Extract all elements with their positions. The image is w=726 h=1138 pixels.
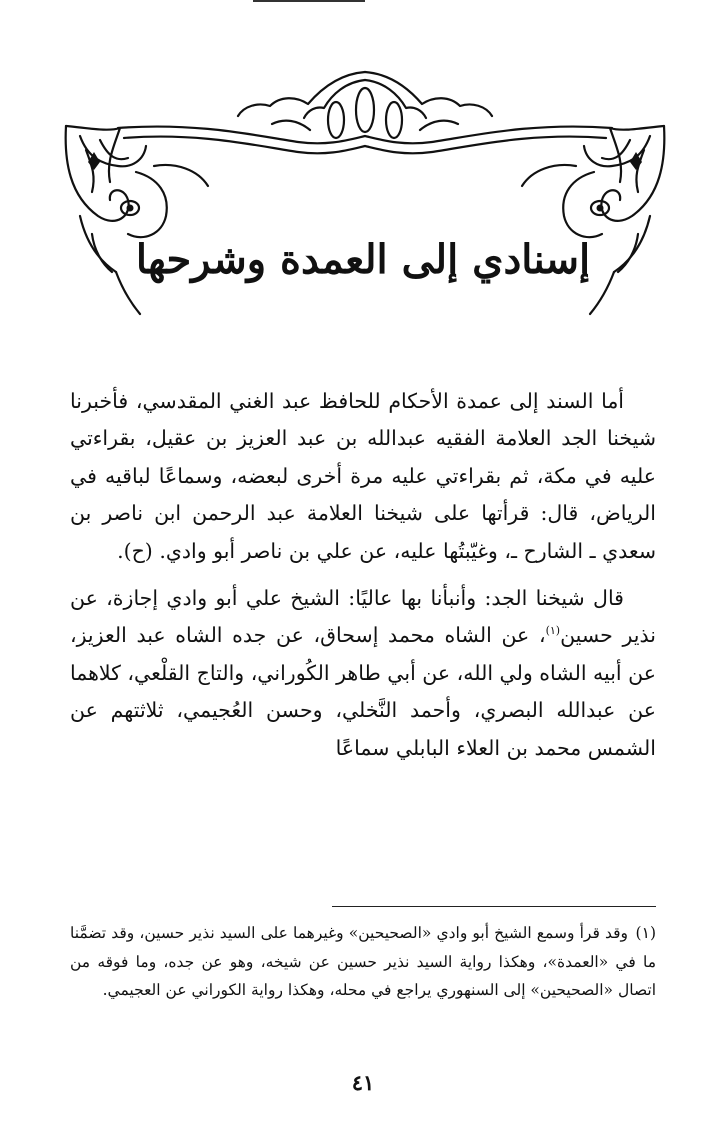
paragraph-2-part-1: قال شيخنا الجد: وأنبأنا بها عاليًا: الشيخ علي أبو وادي إجازة، عن نذير حسين <box>70 586 656 648</box>
footnote-number: (١) <box>635 924 656 942</box>
footnote-text: وقد قرأ وسمع الشيخ أبو وادي «الصحيحين» وغيرهما على السيد نذير حسين، وقد تضمَّنا ما في «العمدة»، وهكذا رواية السيد نذير حسين عن شيخه، وهو عن جده، وما فوقه من اتصال «الصحيحين» إلى السنهوري يراجع في محله، وهكذا رواية الكوراني عن العجيمي. <box>70 924 656 1000</box>
footnote-divider <box>332 906 656 907</box>
footnote-reference: (١) <box>545 624 561 638</box>
main-text <box>70 383 656 767</box>
footnote <box>70 919 656 1005</box>
page-number: ٤١ <box>351 1070 375 1095</box>
paragraph-2-part-2: ، عن الشاه محمد إسحاق، عن جده الشاه عبد العزيز، عن أبيه الشاه ولي الله، عن أبي طاهر الكُوراني، والتاج القلْعي، كلاهما عن عبدالله البصري، وأحمد النَّخلي، وحسن العُجيمي، ثلاثتهم عن الشمس محمد بن العلاء البابلي سماعًا <box>70 623 656 760</box>
top-rule <box>253 0 365 2</box>
chapter-heading: إسنادي إلى العمدة وشرحها <box>135 236 591 283</box>
paragraph-2 <box>70 580 656 767</box>
paragraph-1: أما السند إلى عمدة الأحكام للحافظ عبد الغني المقدسي، فأخبرنا شيخنا الجد العلامة الفقيه عبدالله بن عبد العزيز بن عقيل، بقراءتي عليه في مكة، ثم بقراءتي عليه مرة أخرى لبعضه، وسماعًا لباقيه في الرياض، قال: قرأتها على شيخنا العلامة عبد الرحمن ابن ناصر بن سعدي ـ الشارح ـ، وغيّبتُها عليه، عن علي بن ناصر أبو وادي. (ح). <box>70 389 656 563</box>
